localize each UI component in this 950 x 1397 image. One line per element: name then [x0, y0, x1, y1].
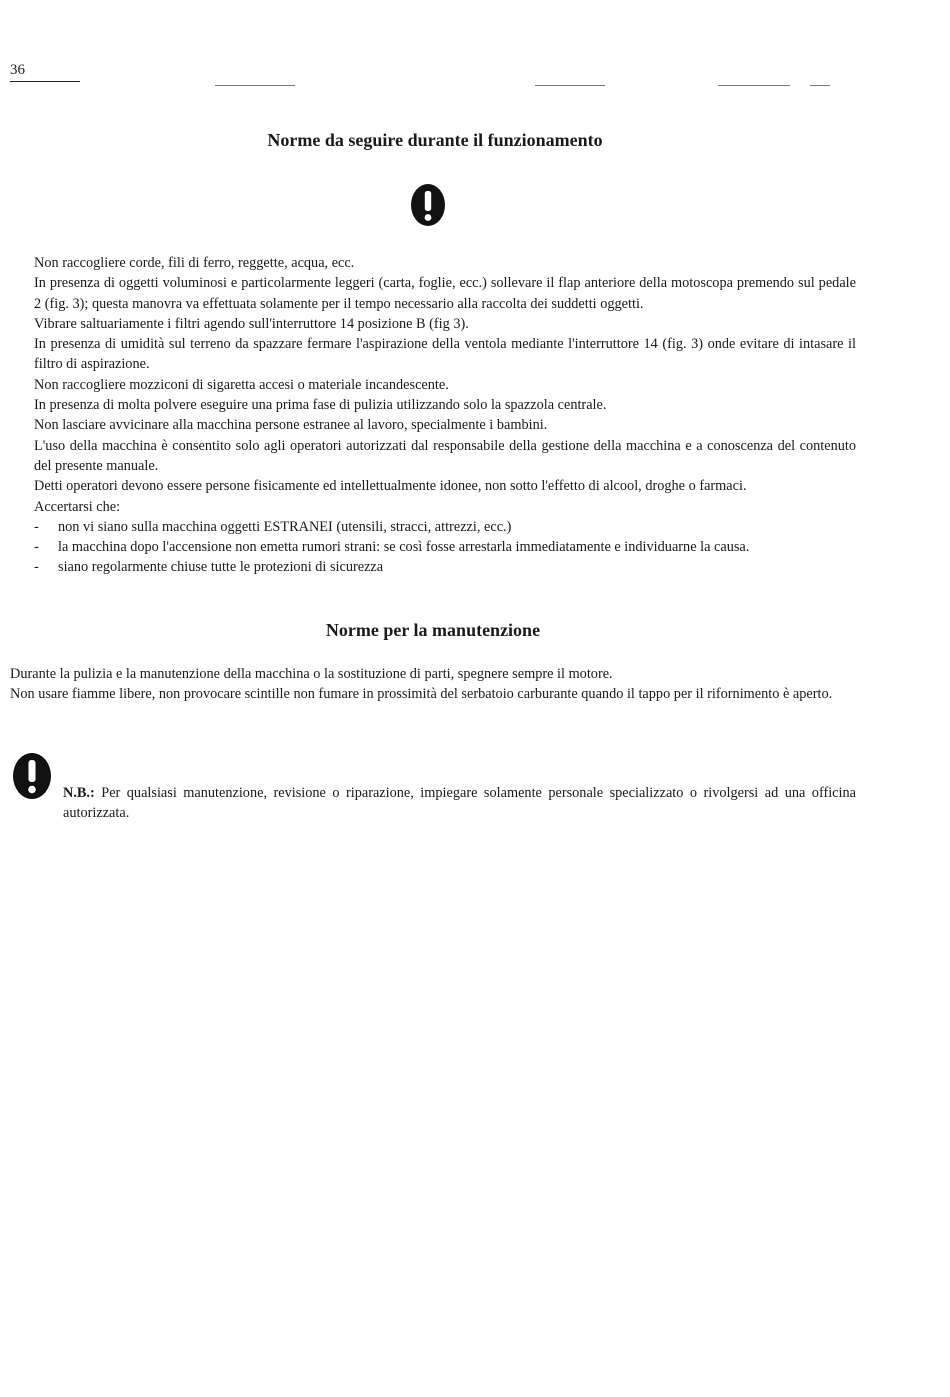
header-rule	[215, 85, 295, 86]
section-title: Norme da seguire durante il funzionamento	[267, 130, 603, 150]
list-item: - non vi siano sulla macchina oggetti ESTRANEI (utensili, stracci, attrezzi, ecc.)	[34, 518, 512, 535]
paragraph: Non lasciare avvicinare alla macchina persone estranee al lavoro, specialmente i bambini.	[34, 417, 548, 434]
header-rule	[718, 85, 790, 86]
paragraph: Detti operatori devono essere persone fisicamente ed intellettualmente idonee, non sotto l'effetto di alcool, droghe o farmaci.	[34, 478, 747, 495]
paragraph: Durante la pulizia e la manutenzione della macchina o la sostituzione di parti, spegnere sempre il motore.	[10, 666, 613, 682]
note-label: N.B.:	[63, 785, 95, 801]
section-title: Norme per la manutenzione	[325, 620, 541, 640]
exclamation-warning-icon	[12, 752, 52, 800]
header-rule	[535, 85, 605, 86]
paragraph: Non raccogliere mozziconi di sigaretta accesi o materiale incandescente.	[34, 376, 449, 393]
note-text: Per qualsiasi manutenzione, revisione o riparazione, impiegare solamente personale specializzato o rivolgersi ad una officina autorizzata.	[63, 785, 856, 822]
bullet-list	[34, 517, 856, 578]
paragraph: Accertarsi che:	[34, 498, 121, 515]
paragraph: Non usare fiamme libere, non provocare scintille non fumare in prossimità del serbatoio carburante quando il tappo per il rifornimento è aperto.	[10, 686, 833, 703]
note	[63, 783, 856, 824]
section1-body	[34, 253, 856, 578]
exclamation-warning-icon	[410, 183, 446, 227]
list-item: - la macchina dopo l'accensione non emetta rumori strani: se così fosse arrestarla immediatamente e individuarne la causa.	[34, 539, 750, 556]
page-number: 36	[10, 62, 80, 82]
paragraph: In presenza di umidità sul terreno da spazzare fermare l'aspirazione della ventola mediante l'interruttore 14 (fig. 3) onde evitare di intasare il filtro di aspirazione.	[34, 336, 856, 373]
paragraph: In presenza di oggetti voluminosi e particolarmente leggeri (carta, foglie, ecc.) sollevare il flap anteriore della motoscopa premendo sul pedale 2 (fig. 3); questa manovra va effettuata solamente per il tempo necessario alla raccolta dei suddetti oggetti.	[34, 275, 856, 312]
paragraph: In presenza di molta polvere eseguire una prima fase di pulizia utilizzando solo la spazzola centrale.	[34, 397, 607, 414]
list-item: - siano regolarmente chiuse tutte le protezioni di sicurezza	[34, 559, 384, 576]
paragraph: Vibrare saltuariamente i filtri agendo sull'interruttore 14 posizione B (fig 3).	[34, 315, 469, 332]
header-rule	[810, 85, 830, 86]
section2-body	[10, 664, 856, 705]
paragraph: L'uso della macchina è consentito solo agli operatori autorizzati dal responsabile della gestione della macchina e a conoscenza del contenuto del presente manuale.	[34, 437, 856, 474]
paragraph: Non raccogliere corde, fili di ferro, reggette, acqua, ecc.	[34, 255, 355, 271]
